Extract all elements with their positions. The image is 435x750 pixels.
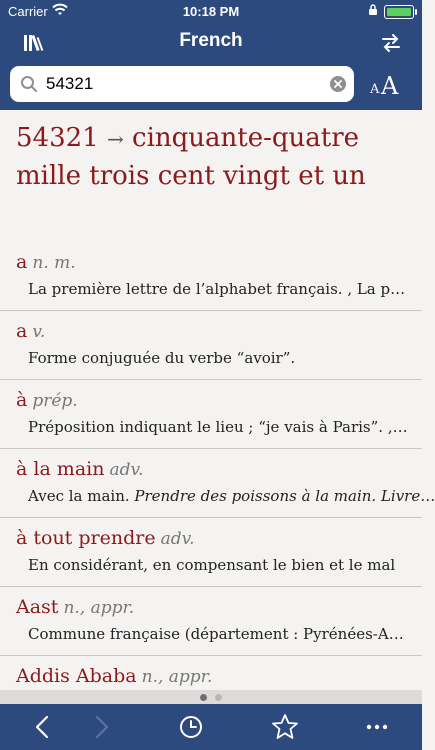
entry-word: à la main xyxy=(16,458,105,480)
entry-head xyxy=(16,389,78,411)
entry-definition xyxy=(28,487,435,505)
entry-word: a xyxy=(16,251,28,273)
entry-pos: adv. xyxy=(160,529,195,549)
entry-head xyxy=(16,251,76,273)
page-dot xyxy=(215,694,222,701)
battery-fill xyxy=(387,8,411,16)
page-indicator[interactable] xyxy=(0,690,422,704)
entry-list xyxy=(0,242,435,725)
list-item[interactable] xyxy=(0,242,422,311)
entry-definition-text: Avec la main. xyxy=(28,487,135,505)
entry-word: à xyxy=(16,389,28,411)
list-item[interactable] xyxy=(0,449,435,518)
number-words: cinquante-quatre mille trois cent vingt et un xyxy=(16,123,366,191)
arrow-icon: → xyxy=(106,127,124,151)
entry-head xyxy=(16,527,195,549)
search-input[interactable] xyxy=(46,72,316,96)
page-title: French xyxy=(179,30,243,51)
swap-language-icon[interactable] xyxy=(380,32,402,54)
entry-pos: v. xyxy=(32,322,46,342)
bottom-toolbar xyxy=(0,704,422,750)
entry-pos: prép. xyxy=(32,391,78,411)
font-size-button[interactable] xyxy=(366,70,406,100)
list-item[interactable] xyxy=(0,587,422,656)
entry-definition: Forme conjuguée du verbe “avoir”. xyxy=(28,349,296,367)
status-time: 10:18 PM xyxy=(182,4,240,19)
orientation-lock-icon xyxy=(368,4,378,16)
list-item[interactable] xyxy=(0,311,422,380)
page-dot xyxy=(200,694,207,701)
entry-pos: adv. xyxy=(109,460,144,480)
entry-head xyxy=(16,320,45,342)
entry-head xyxy=(16,665,212,687)
number-translation-panel xyxy=(0,110,422,243)
history-icon[interactable] xyxy=(176,712,206,742)
entry-head xyxy=(16,458,143,480)
status-bar xyxy=(0,0,422,24)
carrier-label: Carrier xyxy=(8,4,48,19)
number-value: 54321 xyxy=(16,123,99,153)
font-size-small-label: A xyxy=(370,82,380,97)
entry-definition: Commune française (département : Pyrénées-A… xyxy=(28,625,404,643)
clear-search-icon[interactable] xyxy=(330,76,346,92)
entry-pos: n., appr. xyxy=(63,598,135,618)
entry-pos: n. m. xyxy=(32,253,76,273)
back-icon[interactable] xyxy=(28,712,58,742)
entry-word: Aast xyxy=(16,596,59,618)
entry-word: a xyxy=(16,320,28,342)
font-size-big-label: A xyxy=(381,72,399,100)
battery-icon xyxy=(384,5,414,19)
favorites-star-icon[interactable] xyxy=(270,712,300,742)
entry-pos: n., appr. xyxy=(141,667,213,687)
entry-definition: La première lettre de l’alphabet français. , La p… xyxy=(28,280,406,298)
list-item[interactable] xyxy=(0,518,422,587)
entry-word: Addis Ababa xyxy=(16,665,137,687)
search-box[interactable] xyxy=(10,66,354,102)
more-icon[interactable] xyxy=(362,712,392,742)
entry-head xyxy=(16,596,134,618)
list-item[interactable] xyxy=(0,380,422,449)
entry-word: à tout prendre xyxy=(16,527,156,549)
forward-icon[interactable] xyxy=(86,712,116,742)
entry-example: Prendre des poissons à la main. Livre… xyxy=(134,487,435,505)
search-icon xyxy=(20,75,38,93)
number-translation xyxy=(16,120,408,195)
entry-definition: En considérant, en compensant le bien et le mal xyxy=(28,556,396,574)
top-bar xyxy=(0,0,422,110)
entry-definition: Préposition indiquant le lieu ; “je vais à Paris”. ,… xyxy=(28,418,408,436)
